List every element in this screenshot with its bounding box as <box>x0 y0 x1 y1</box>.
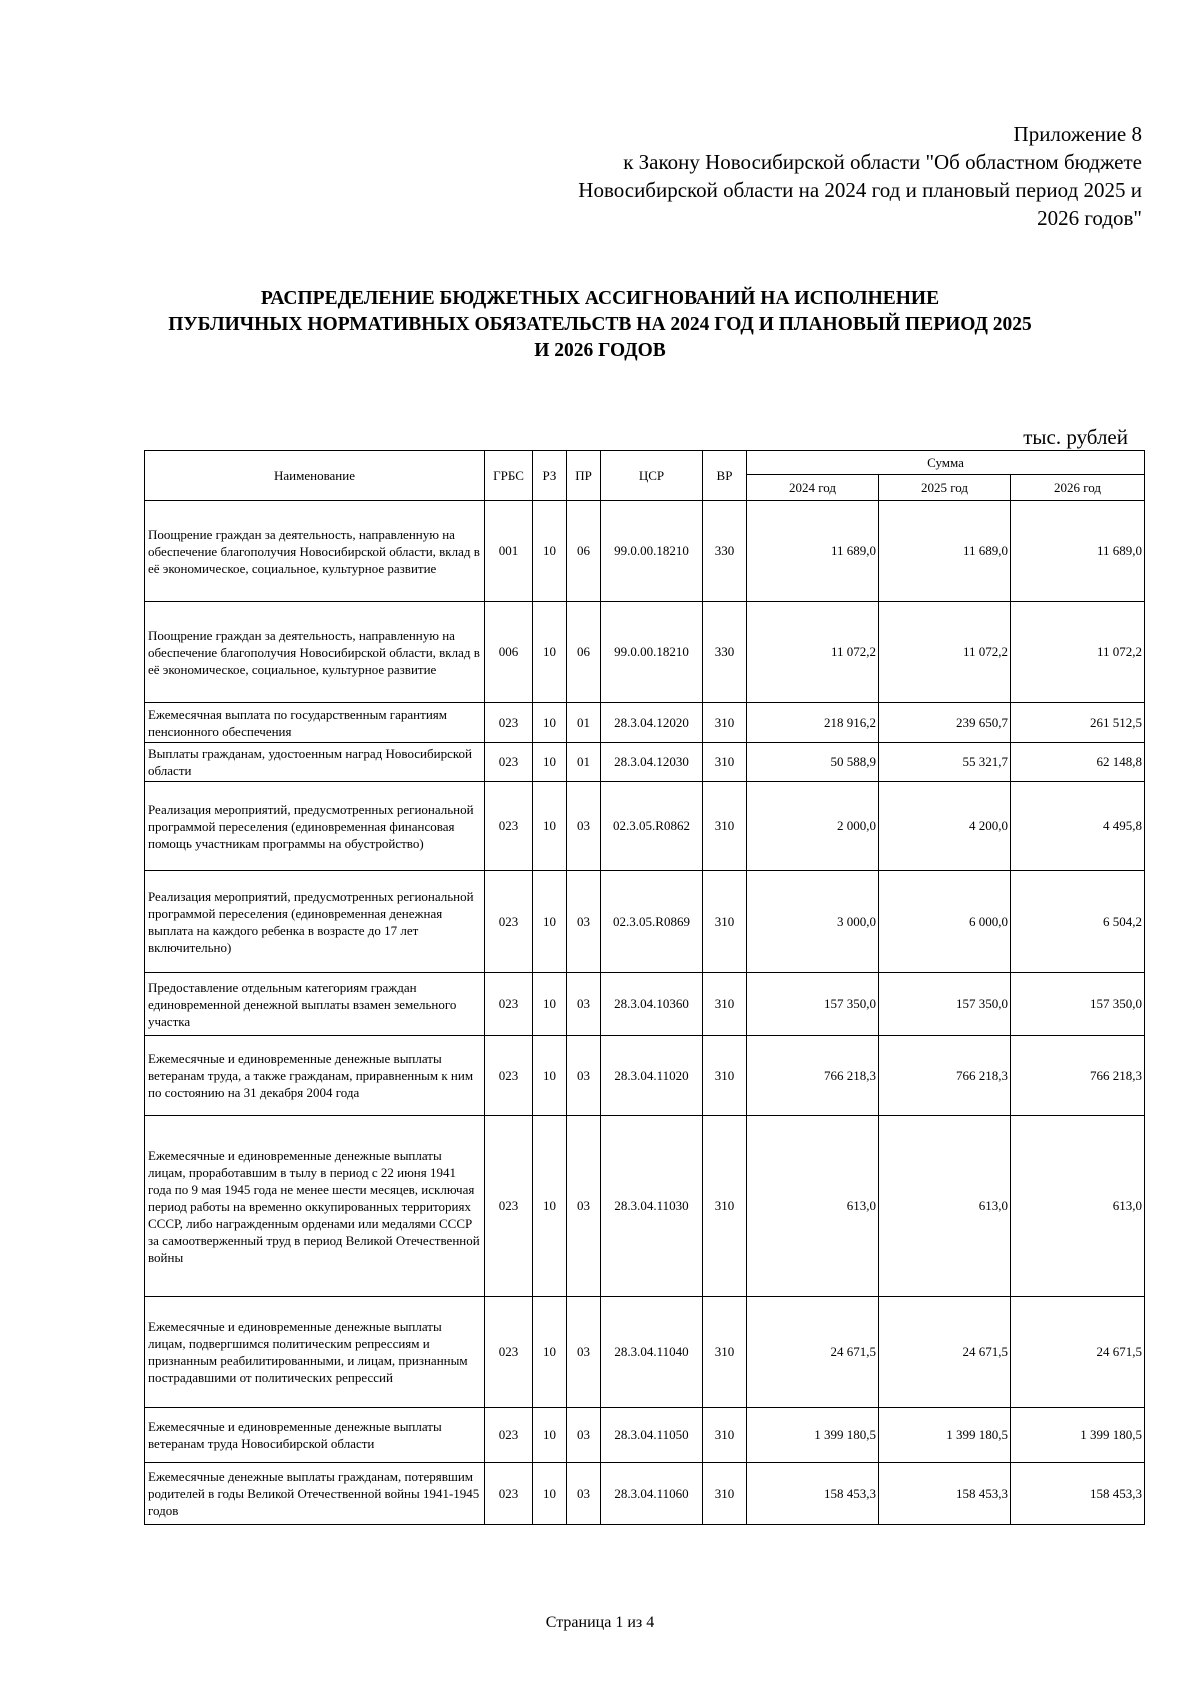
cell-csr: 02.3.05.R0862 <box>601 782 703 871</box>
cell-y2024: 11 689,0 <box>747 501 879 602</box>
cell-y2026: 11 689,0 <box>1011 501 1145 602</box>
cell-pr: 03 <box>567 782 601 871</box>
cell-rz: 10 <box>533 1463 567 1525</box>
cell-y2026: 1 399 180,5 <box>1011 1408 1145 1463</box>
header-2026: 2026 год <box>1011 475 1145 501</box>
cell-name: Предоставление отдельным категориям граждан единовременной денежной выплаты взамен земельного участка <box>145 973 485 1036</box>
cell-rz: 10 <box>533 1297 567 1408</box>
cell-vr: 310 <box>703 1297 747 1408</box>
header-sum: Сумма <box>747 451 1145 475</box>
cell-csr: 28.3.04.11060 <box>601 1463 703 1525</box>
table-row <box>145 743 1145 782</box>
cell-y2024: 766 218,3 <box>747 1036 879 1116</box>
cell-y2026: 158 453,3 <box>1011 1463 1145 1525</box>
cell-grbs: 023 <box>485 1297 533 1408</box>
cell-y2026: 157 350,0 <box>1011 973 1145 1036</box>
cell-y2024: 50 588,9 <box>747 743 879 782</box>
table-row <box>145 973 1145 1036</box>
cell-csr: 99.0.00.18210 <box>601 602 703 703</box>
cell-grbs: 023 <box>485 1036 533 1116</box>
cell-y2024: 157 350,0 <box>747 973 879 1036</box>
cell-y2025: 157 350,0 <box>879 973 1011 1036</box>
cell-grbs: 023 <box>485 1463 533 1525</box>
cell-pr: 06 <box>567 602 601 703</box>
cell-rz: 10 <box>533 1408 567 1463</box>
cell-pr: 03 <box>567 1116 601 1297</box>
cell-vr: 310 <box>703 871 747 973</box>
cell-y2025: 613,0 <box>879 1116 1011 1297</box>
header-name: Наименование <box>145 451 485 501</box>
cell-grbs: 023 <box>485 1408 533 1463</box>
cell-csr: 02.3.05.R0869 <box>601 871 703 973</box>
cell-name: Реализация мероприятий, предусмотренных региональной программой переселения (единовременная денежная выплата на каждого ребенка в возрасте до 17 лет включительно) <box>145 871 485 973</box>
cell-y2024: 158 453,3 <box>747 1463 879 1525</box>
cell-name: Поощрение граждан за деятельность, направленную на обеспечение благополучия Новосибирской области, вклад в её экономическое, социальное, культурное развитие <box>145 501 485 602</box>
cell-pr: 03 <box>567 1036 601 1116</box>
cell-y2024: 24 671,5 <box>747 1297 879 1408</box>
cell-vr: 310 <box>703 1463 747 1525</box>
table-row <box>145 1408 1145 1463</box>
cell-grbs: 006 <box>485 602 533 703</box>
cell-rz: 10 <box>533 973 567 1036</box>
cell-pr: 03 <box>567 1463 601 1525</box>
cell-vr: 330 <box>703 602 747 703</box>
cell-csr: 28.3.04.11020 <box>601 1036 703 1116</box>
header-2025: 2025 год <box>879 475 1011 501</box>
cell-vr: 310 <box>703 973 747 1036</box>
cell-vr: 330 <box>703 501 747 602</box>
header-csr: ЦСР <box>601 451 703 501</box>
cell-y2025: 4 200,0 <box>879 782 1011 871</box>
cell-y2025: 158 453,3 <box>879 1463 1011 1525</box>
cell-y2026: 11 072,2 <box>1011 602 1145 703</box>
cell-csr: 28.3.04.11040 <box>601 1297 703 1408</box>
cell-y2026: 62 148,8 <box>1011 743 1145 782</box>
cell-y2025: 766 218,3 <box>879 1036 1011 1116</box>
appendix-line: 2026 годов" <box>1037 206 1142 230</box>
cell-csr: 28.3.04.10360 <box>601 973 703 1036</box>
header-vr: ВР <box>703 451 747 501</box>
cell-csr: 28.3.04.11050 <box>601 1408 703 1463</box>
cell-rz: 10 <box>533 501 567 602</box>
cell-pr: 06 <box>567 501 601 602</box>
cell-pr: 03 <box>567 1408 601 1463</box>
cell-rz: 10 <box>533 782 567 871</box>
table-row <box>145 602 1145 703</box>
cell-y2024: 3 000,0 <box>747 871 879 973</box>
cell-rz: 10 <box>533 871 567 973</box>
cell-y2026: 4 495,8 <box>1011 782 1145 871</box>
header-pr: ПР <box>567 451 601 501</box>
cell-y2024: 218 916,2 <box>747 703 879 743</box>
cell-y2026: 613,0 <box>1011 1116 1145 1297</box>
cell-vr: 310 <box>703 743 747 782</box>
appendix-line: Приложение 8 <box>1013 122 1142 146</box>
table-row <box>145 1036 1145 1116</box>
cell-name: Ежемесячные и единовременные денежные выплаты лицам, подвергшимся политическим репрессиям и признанным реабилитированными, и лицам, признанным пострадавшими от политических репрессий <box>145 1297 485 1408</box>
cell-y2024: 2 000,0 <box>747 782 879 871</box>
budget-table <box>144 450 1145 1525</box>
cell-y2025: 1 399 180,5 <box>879 1408 1011 1463</box>
cell-pr: 01 <box>567 743 601 782</box>
table-row <box>145 501 1145 602</box>
cell-pr: 01 <box>567 703 601 743</box>
cell-pr: 03 <box>567 973 601 1036</box>
cell-vr: 310 <box>703 782 747 871</box>
cell-name: Ежемесячные и единовременные денежные выплаты лицам, проработавшим в тылу в период с 22 июня 1941 года по 9 мая 1945 года не менее шести месяцев, исключая период работы на временно оккупированных территориях СССР, либо награжденным орденами или медалями СССР за самоотверженный труд в период Великой Отечественной войны <box>145 1116 485 1297</box>
appendix-line: к Закону Новосибирской области "Об областном бюджете <box>623 150 1142 174</box>
cell-name: Реализация мероприятий, предусмотренных региональной программой переселения (единовременная финансовая помощь участникам программы на обустройство) <box>145 782 485 871</box>
document-title <box>120 286 1080 364</box>
cell-grbs: 001 <box>485 501 533 602</box>
cell-y2026: 261 512,5 <box>1011 703 1145 743</box>
cell-grbs: 023 <box>485 1116 533 1297</box>
header-rz: РЗ <box>533 451 567 501</box>
cell-rz: 10 <box>533 1116 567 1297</box>
cell-csr: 99.0.00.18210 <box>601 501 703 602</box>
table-row <box>145 1463 1145 1525</box>
header-grbs: ГРБС <box>485 451 533 501</box>
cell-grbs: 023 <box>485 743 533 782</box>
cell-csr: 28.3.04.12030 <box>601 743 703 782</box>
cell-pr: 03 <box>567 1297 601 1408</box>
cell-y2025: 11 689,0 <box>879 501 1011 602</box>
cell-vr: 310 <box>703 1036 747 1116</box>
appendix-line: Новосибирской области на 2024 год и плановый период 2025 и <box>578 178 1142 202</box>
cell-vr: 310 <box>703 1408 747 1463</box>
cell-rz: 10 <box>533 1036 567 1116</box>
cell-vr: 310 <box>703 703 747 743</box>
page-number: Страница 1 из 4 <box>545 1614 655 1631</box>
table-row <box>145 782 1145 871</box>
cell-y2025: 239 650,7 <box>879 703 1011 743</box>
cell-y2025: 11 072,2 <box>879 602 1011 703</box>
cell-name: Ежемесячная выплата по государственным гарантиям пенсионного обеспечения <box>145 703 485 743</box>
table-row <box>145 703 1145 743</box>
cell-rz: 10 <box>533 743 567 782</box>
cell-name: Ежемесячные и единовременные денежные выплаты ветеранам труда Новосибирской области <box>145 1408 485 1463</box>
cell-vr: 310 <box>703 1116 747 1297</box>
cell-rz: 10 <box>533 703 567 743</box>
appendix-note <box>442 120 1142 232</box>
units-label: тыс. рублей <box>1023 425 1128 449</box>
table-row <box>145 1116 1145 1297</box>
cell-y2025: 24 671,5 <box>879 1297 1011 1408</box>
cell-y2026: 6 504,2 <box>1011 871 1145 973</box>
cell-pr: 03 <box>567 871 601 973</box>
header-2024: 2024 год <box>747 475 879 501</box>
cell-name: Поощрение граждан за деятельность, направленную на обеспечение благополучия Новосибирской области, вклад в её экономическое, социальное, культурное развитие <box>145 602 485 703</box>
cell-y2026: 24 671,5 <box>1011 1297 1145 1408</box>
cell-grbs: 023 <box>485 782 533 871</box>
title-line: ПУБЛИЧНЫХ НОРМАТИВНЫХ ОБЯЗАТЕЛЬСТВ НА 2024 ГОД И ПЛАНОВЫЙ ПЕРИОД 2025 <box>168 314 1032 335</box>
cell-grbs: 023 <box>485 973 533 1036</box>
cell-csr: 28.3.04.11030 <box>601 1116 703 1297</box>
cell-rz: 10 <box>533 602 567 703</box>
table-row <box>145 1297 1145 1408</box>
title-line: РАСПРЕДЕЛЕНИЕ БЮДЖЕТНЫХ АССИГНОВАНИЙ НА ИСПОЛНЕНИЕ <box>260 288 940 309</box>
cell-grbs: 023 <box>485 871 533 973</box>
cell-csr: 28.3.04.12020 <box>601 703 703 743</box>
cell-name: Ежемесячные и единовременные денежные выплаты ветеранам труда, а также гражданам, приравненным к ним по состоянию на 31 декабря 2004 года <box>145 1036 485 1116</box>
cell-name: Ежемесячные денежные выплаты гражданам, потерявшим родителей в годы Великой Отечественной войны 1941-1945 годов <box>145 1463 485 1525</box>
cell-y2025: 55 321,7 <box>879 743 1011 782</box>
cell-y2024: 11 072,2 <box>747 602 879 703</box>
cell-y2026: 766 218,3 <box>1011 1036 1145 1116</box>
cell-y2025: 6 000,0 <box>879 871 1011 973</box>
title-line: И 2026 ГОДОВ <box>534 340 666 361</box>
cell-y2024: 613,0 <box>747 1116 879 1297</box>
cell-name: Выплаты гражданам, удостоенным наград Новосибирской области <box>145 743 485 782</box>
table-row <box>145 871 1145 973</box>
cell-grbs: 023 <box>485 703 533 743</box>
cell-y2024: 1 399 180,5 <box>747 1408 879 1463</box>
